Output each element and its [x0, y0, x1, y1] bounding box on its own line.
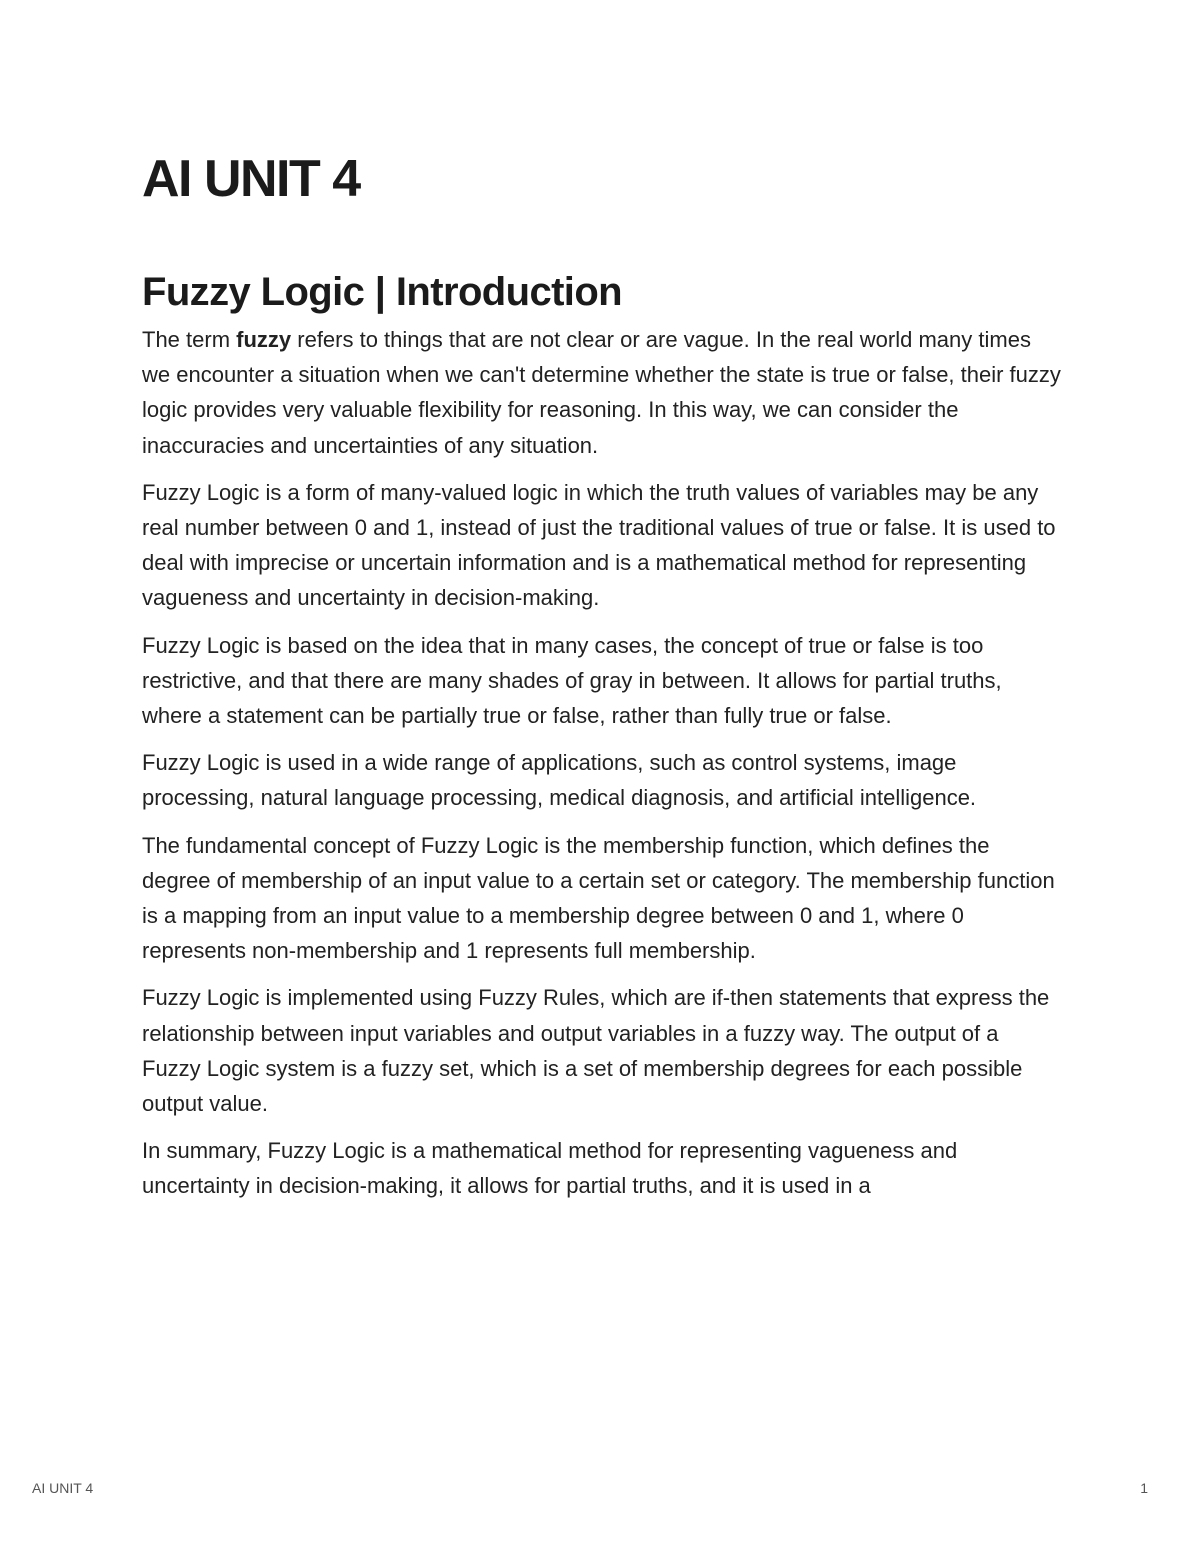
footer-document-title: AI UNIT 4: [32, 1480, 94, 1496]
bold-term-fuzzy: fuzzy: [236, 327, 292, 352]
paragraph-4: Fuzzy Logic is used in a wide range of applications, such as control systems, image processing, natural language processing, medical diagnosis, and artificial intelligence.: [142, 750, 977, 811]
section-heading: Fuzzy Logic | Introduction: [142, 270, 622, 314]
document-title: AI UNIT 4: [142, 150, 360, 208]
paragraph-1: [142, 322, 1062, 463]
paragraph-5: The fundamental concept of Fuzzy Logic is the membership function, which defines the degree of membership of an input value to a certain set or category. The membership function is a mapping from an input value to a membership degree between 0 and 1, where 0 represents non-membership and 1 represents full membership.: [142, 832, 1055, 964]
paragraph-7: In summary, Fuzzy Logic is a mathematical method for representing vagueness and uncertainty in decision-making, it allows for partial truths, and it is used in a: [142, 1138, 958, 1199]
paragraph-1-lead: The term: [142, 327, 237, 352]
paragraph-6: Fuzzy Logic is implemented using Fuzzy Rules, which are if-then statements that express the relationship between input variables and output variables in a fuzzy way. The output of a Fuzzy Logic system is a fuzzy set, which is a set of membership degrees for each possible output value.: [142, 985, 1050, 1117]
paragraph-1-rest: refers to things that are not clear or are vague. In the real world many times we encounter a situation when we can't determine whether the state is true or false, their fuzzy logic provides very valuable flexibility for reasoning. In this way, we can consider the inaccuracies and uncertainties of any situation.: [142, 327, 1061, 458]
footer-page-number: 1: [1140, 1480, 1148, 1496]
page-content: [142, 148, 1062, 1204]
paragraph-3: Fuzzy Logic is based on the idea that in many cases, the concept of true or false is too restrictive, and that there are many shades of gray in between. It allows for partial truths, where a statement can be partially true or false, rather than fully true or false.: [142, 632, 1002, 729]
paragraph-2: Fuzzy Logic is a form of many-valued logic in which the truth values of variables may be any real number between 0 and 1, instead of just the traditional values of true or false. It is used to deal with imprecise or uncertain information and is a mathematical method for representing vagueness and uncertainty in decision-making.: [142, 479, 1056, 611]
